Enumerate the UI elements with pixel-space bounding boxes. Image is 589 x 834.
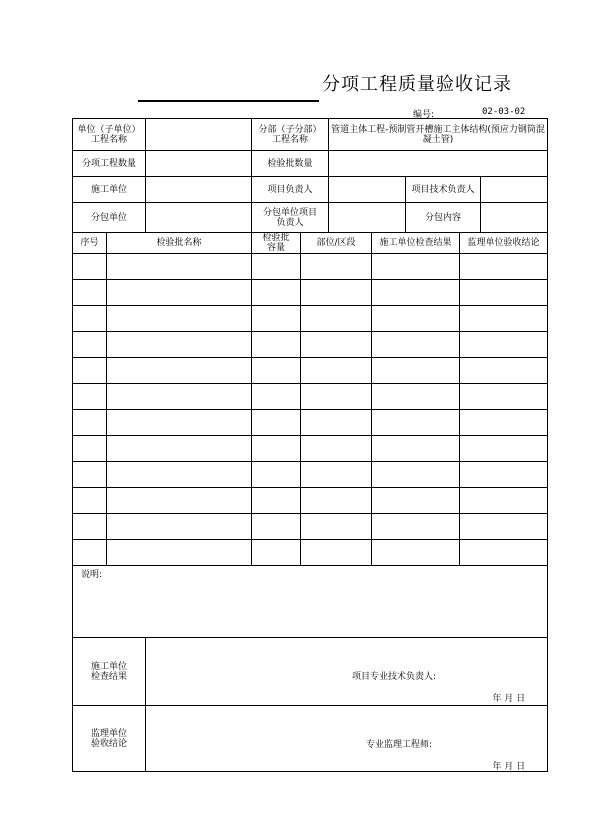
row-supervision-conclusion-cell[interactable] xyxy=(460,410,548,436)
row-capacity-cell[interactable] xyxy=(252,462,301,488)
table-row xyxy=(73,436,548,462)
table-row xyxy=(73,280,548,306)
form-title: 分项工程质量验收记录 xyxy=(322,74,512,95)
unit-name-value[interactable] xyxy=(146,119,252,151)
row-batch-name-cell[interactable] xyxy=(107,332,252,358)
row-seq-cell[interactable] xyxy=(73,540,107,566)
row-construction-result-cell[interactable] xyxy=(372,384,460,410)
batch-count-label: 检验批数量 xyxy=(252,151,329,177)
row-location-cell[interactable] xyxy=(301,488,372,514)
table-row xyxy=(73,358,548,384)
construction-signature-label: 项目专业技术负责人: xyxy=(352,672,437,682)
row-location-cell[interactable] xyxy=(301,436,372,462)
col-header-location: 部位/区段 xyxy=(301,233,372,254)
row-location-cell[interactable] xyxy=(301,410,372,436)
row-seq-cell[interactable] xyxy=(73,254,107,280)
row-seq-cell[interactable] xyxy=(73,410,107,436)
row-location-cell[interactable] xyxy=(301,254,372,280)
supervision-date-label: 年 月 日 xyxy=(492,762,526,772)
row-batch-name-cell[interactable] xyxy=(107,462,252,488)
row-batch-name-cell[interactable] xyxy=(107,306,252,332)
row-batch-name-cell[interactable] xyxy=(107,280,252,306)
row-capacity-cell[interactable] xyxy=(252,280,301,306)
construction-date-label: 年 月 日 xyxy=(492,694,526,704)
row-supervision-conclusion-cell[interactable] xyxy=(460,384,548,410)
row-location-cell[interactable] xyxy=(301,540,372,566)
construction-check-label: 施工单位 检查结果 xyxy=(73,638,146,706)
supervision-conclusion-cell[interactable] xyxy=(146,706,548,772)
table-row xyxy=(73,306,548,332)
row-capacity-cell[interactable] xyxy=(252,540,301,566)
row-supervision-conclusion-cell[interactable] xyxy=(460,462,548,488)
sub-leader-value[interactable] xyxy=(329,203,406,233)
row-seq-cell[interactable] xyxy=(73,514,107,540)
project-leader-label: 项目负责人 xyxy=(252,177,329,203)
batch-count-value[interactable] xyxy=(329,151,548,177)
table-row xyxy=(73,410,548,436)
row-seq-cell[interactable] xyxy=(73,436,107,462)
project-leader-value[interactable] xyxy=(329,177,406,203)
row-seq-cell[interactable] xyxy=(73,462,107,488)
col-header-batch-name: 检验批名称 xyxy=(107,233,252,254)
notes-cell[interactable] xyxy=(73,566,548,638)
code-value: 02-03-02 xyxy=(482,107,526,117)
project-name-underline xyxy=(138,100,319,102)
row-location-cell[interactable] xyxy=(301,306,372,332)
table-row xyxy=(73,332,548,358)
supervision-conclusion-label: 监理单位 验收结论 xyxy=(73,706,146,772)
row-supervision-conclusion-cell[interactable] xyxy=(460,280,548,306)
constructor-label: 施工单位 xyxy=(73,177,146,203)
row-construction-result-cell[interactable] xyxy=(372,540,460,566)
column-header-row xyxy=(73,233,548,254)
row-supervision-conclusion-cell[interactable] xyxy=(460,514,548,540)
row-location-cell[interactable] xyxy=(301,514,372,540)
row-capacity-cell[interactable] xyxy=(252,254,301,280)
row-batch-name-cell[interactable] xyxy=(107,540,252,566)
col-header-capacity: 检验批 容量 xyxy=(252,233,301,254)
row-batch-name-cell[interactable] xyxy=(107,384,252,410)
row-seq-cell[interactable] xyxy=(73,488,107,514)
item-count-label: 分项工程数量 xyxy=(73,151,146,177)
inspection-record-table xyxy=(72,118,548,772)
tech-leader-value[interactable] xyxy=(481,177,548,203)
row-batch-name-cell[interactable] xyxy=(107,254,252,280)
row-construction-result-cell[interactable] xyxy=(372,280,460,306)
row-construction-result-cell[interactable] xyxy=(372,306,460,332)
row-construction-result-cell[interactable] xyxy=(372,332,460,358)
row-construction-result-cell[interactable] xyxy=(372,436,460,462)
row-construction-result-cell[interactable] xyxy=(372,514,460,540)
row-supervision-conclusion-cell[interactable] xyxy=(460,358,548,384)
constructor-value[interactable] xyxy=(146,177,252,203)
row-supervision-conclusion-cell[interactable] xyxy=(460,332,548,358)
row-location-cell[interactable] xyxy=(301,384,372,410)
row-construction-result-cell[interactable] xyxy=(372,488,460,514)
row-seq-cell[interactable] xyxy=(73,332,107,358)
row-capacity-cell[interactable] xyxy=(252,358,301,384)
row-capacity-cell[interactable] xyxy=(252,488,301,514)
row-location-cell[interactable] xyxy=(301,280,372,306)
item-count-value[interactable] xyxy=(146,151,252,177)
col-header-supervision-conclusion: 监理单位验收结论 xyxy=(460,233,548,254)
table-row xyxy=(73,488,548,514)
notes-label: 说明: xyxy=(81,570,103,580)
row-seq-cell[interactable] xyxy=(73,306,107,332)
row-batch-name-cell[interactable] xyxy=(107,410,252,436)
row-capacity-cell[interactable] xyxy=(252,384,301,410)
table-row xyxy=(73,462,548,488)
row-supervision-conclusion-cell[interactable] xyxy=(460,254,548,280)
sub-content-value[interactable] xyxy=(481,203,548,233)
row-construction-result-cell[interactable] xyxy=(372,358,460,384)
row-capacity-cell[interactable] xyxy=(252,514,301,540)
row-batch-name-cell[interactable] xyxy=(107,436,252,462)
row-seq-cell[interactable] xyxy=(73,358,107,384)
row-construction-result-cell[interactable] xyxy=(372,462,460,488)
row-supervision-conclusion-cell[interactable] xyxy=(460,540,548,566)
sub-content-label: 分包内容 xyxy=(406,203,481,233)
row-seq-cell[interactable] xyxy=(73,280,107,306)
table-row xyxy=(73,540,548,566)
row-construction-result-cell[interactable] xyxy=(372,254,460,280)
row-capacity-cell[interactable] xyxy=(252,410,301,436)
row-location-cell[interactable] xyxy=(301,358,372,384)
tech-leader-label: 项目技术负责人 xyxy=(406,177,481,203)
row-capacity-cell[interactable] xyxy=(252,436,301,462)
table-row xyxy=(73,384,548,410)
supervision-signature-label: 专业监理工程师: xyxy=(366,740,433,750)
table-row xyxy=(73,514,548,540)
row-supervision-conclusion-cell[interactable] xyxy=(460,436,548,462)
row-location-cell[interactable] xyxy=(301,462,372,488)
construction-check-cell[interactable] xyxy=(146,638,548,706)
subpart-name-value[interactable]: 管道主体工程-预制管开槽施工主体结构(预应力钢筒混凝土管) xyxy=(329,119,548,151)
sub-leader-label: 分包单位项目 负责人 xyxy=(252,203,329,233)
row-capacity-cell[interactable] xyxy=(252,306,301,332)
subpart-name-label: 分部（子分部） 工程名称 xyxy=(252,119,329,151)
row-construction-result-cell[interactable] xyxy=(372,410,460,436)
code-label: 编号: xyxy=(413,110,435,120)
subcontractor-label: 分包单位 xyxy=(73,203,146,233)
row-batch-name-cell[interactable] xyxy=(107,488,252,514)
unit-name-label: 单位（子单位） 工程名称 xyxy=(73,119,146,151)
row-batch-name-cell[interactable] xyxy=(107,358,252,384)
row-supervision-conclusion-cell[interactable] xyxy=(460,488,548,514)
table-row xyxy=(73,254,548,280)
row-batch-name-cell[interactable] xyxy=(107,514,252,540)
subcontractor-value[interactable] xyxy=(146,203,252,233)
row-seq-cell[interactable] xyxy=(73,384,107,410)
row-capacity-cell[interactable] xyxy=(252,332,301,358)
row-supervision-conclusion-cell[interactable] xyxy=(460,306,548,332)
row-location-cell[interactable] xyxy=(301,332,372,358)
col-header-construction-result: 施工单位检查结果 xyxy=(372,233,460,254)
col-header-seq: 序号 xyxy=(73,233,107,254)
